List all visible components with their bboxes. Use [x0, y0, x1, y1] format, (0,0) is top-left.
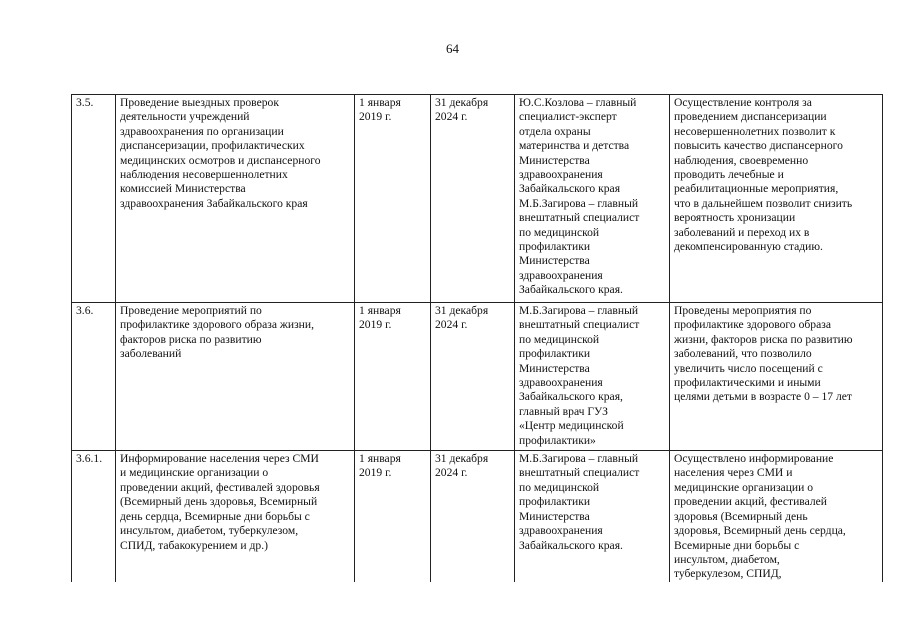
activity-cell: Информирование населения через СМИ и медицинские организации о проведении акций, фестивалей здоровья (Всемирный день здоровья, Всемирный день сердца, Всемирные дни борьбы с инсультом, диабетом, туберкулезом, СПИД, табакокурением и др.) — [116, 451, 355, 585]
result-cell: Проведены мероприятия по профилактике здорового образа жизни, факторов риска по развитию заболеваний, что позволило увеличить число посещений с профилактическими и иными целями детьми в возрасте 0 – 17 лет — [670, 303, 883, 451]
table-row — [72, 95, 883, 303]
activity-cell: Проведение мероприятий по профилактике здорового образа жизни, факторов риска по развитию заболеваний — [116, 303, 355, 451]
end-date-cell: 31 декабря 2024 г. — [431, 451, 515, 585]
start-date-cell: 1 января 2019 г. — [355, 303, 431, 451]
start-date-cell: 1 января 2019 г. — [355, 451, 431, 585]
item-number: 3.6. — [72, 303, 116, 451]
table-row — [72, 451, 883, 585]
end-date-cell: 31 декабря 2024 г. — [431, 95, 515, 303]
result-cell: Осуществление контроля за проведением диспансеризации несовершеннолетних позволит к повысить качество диспансерного наблюдения, своевременно проводить лечебные и реабилитационные мероприятия, что в дальнейшем позволит снизить вероятность хронизации заболеваний и переход их в декомпенсированную стадию. — [670, 95, 883, 303]
end-date-cell: 31 декабря 2024 г. — [431, 303, 515, 451]
result-cell: Осуществлено информирование населения через СМИ и медицинские организации о проведении акций, фестивалей здоровья (Всемирный день здоровья, Всемирный день сердца, Всемирные дни борьбы с инсультом, диабетом, туберкулезом, СПИД, — [670, 451, 883, 585]
responsible-cell: М.Б.Загирова – главный внештатный специалист по медицинской профилактики Министерства здравоохранения Забайкальского края. — [515, 451, 670, 585]
page-bottom-margin — [0, 582, 905, 640]
page-number: 64 — [446, 41, 459, 56]
item-number: 3.6.1. — [72, 451, 116, 585]
item-number: 3.5. — [72, 95, 116, 303]
table-row — [72, 303, 883, 451]
responsible-cell: Ю.С.Козлова – главный специалист-эксперт отдела охраны материнства и детства Министерства здравоохранения Забайкальского края М.Б.Загирова – главный внештатный специалист по медицинской профилактики Министерства здравоохранения Забайкальского края. — [515, 95, 670, 303]
start-date-cell: 1 января 2019 г. — [355, 95, 431, 303]
activity-cell: Проведение выездных проверок деятельности учреждений здравоохранения по организации диспансеризации, профилактических медицинских осмотров и диспансерного наблюдения несовершеннолетних комиссией Министерства здравоохранения Забайкальского края — [116, 95, 355, 303]
activities-table — [71, 94, 883, 585]
responsible-cell: М.Б.Загирова – главный внештатный специалист по медицинской профилактики Министерства здравоохранения Забайкальского края, главный врач ГУЗ «Центр медицинской профилактики» — [515, 303, 670, 451]
